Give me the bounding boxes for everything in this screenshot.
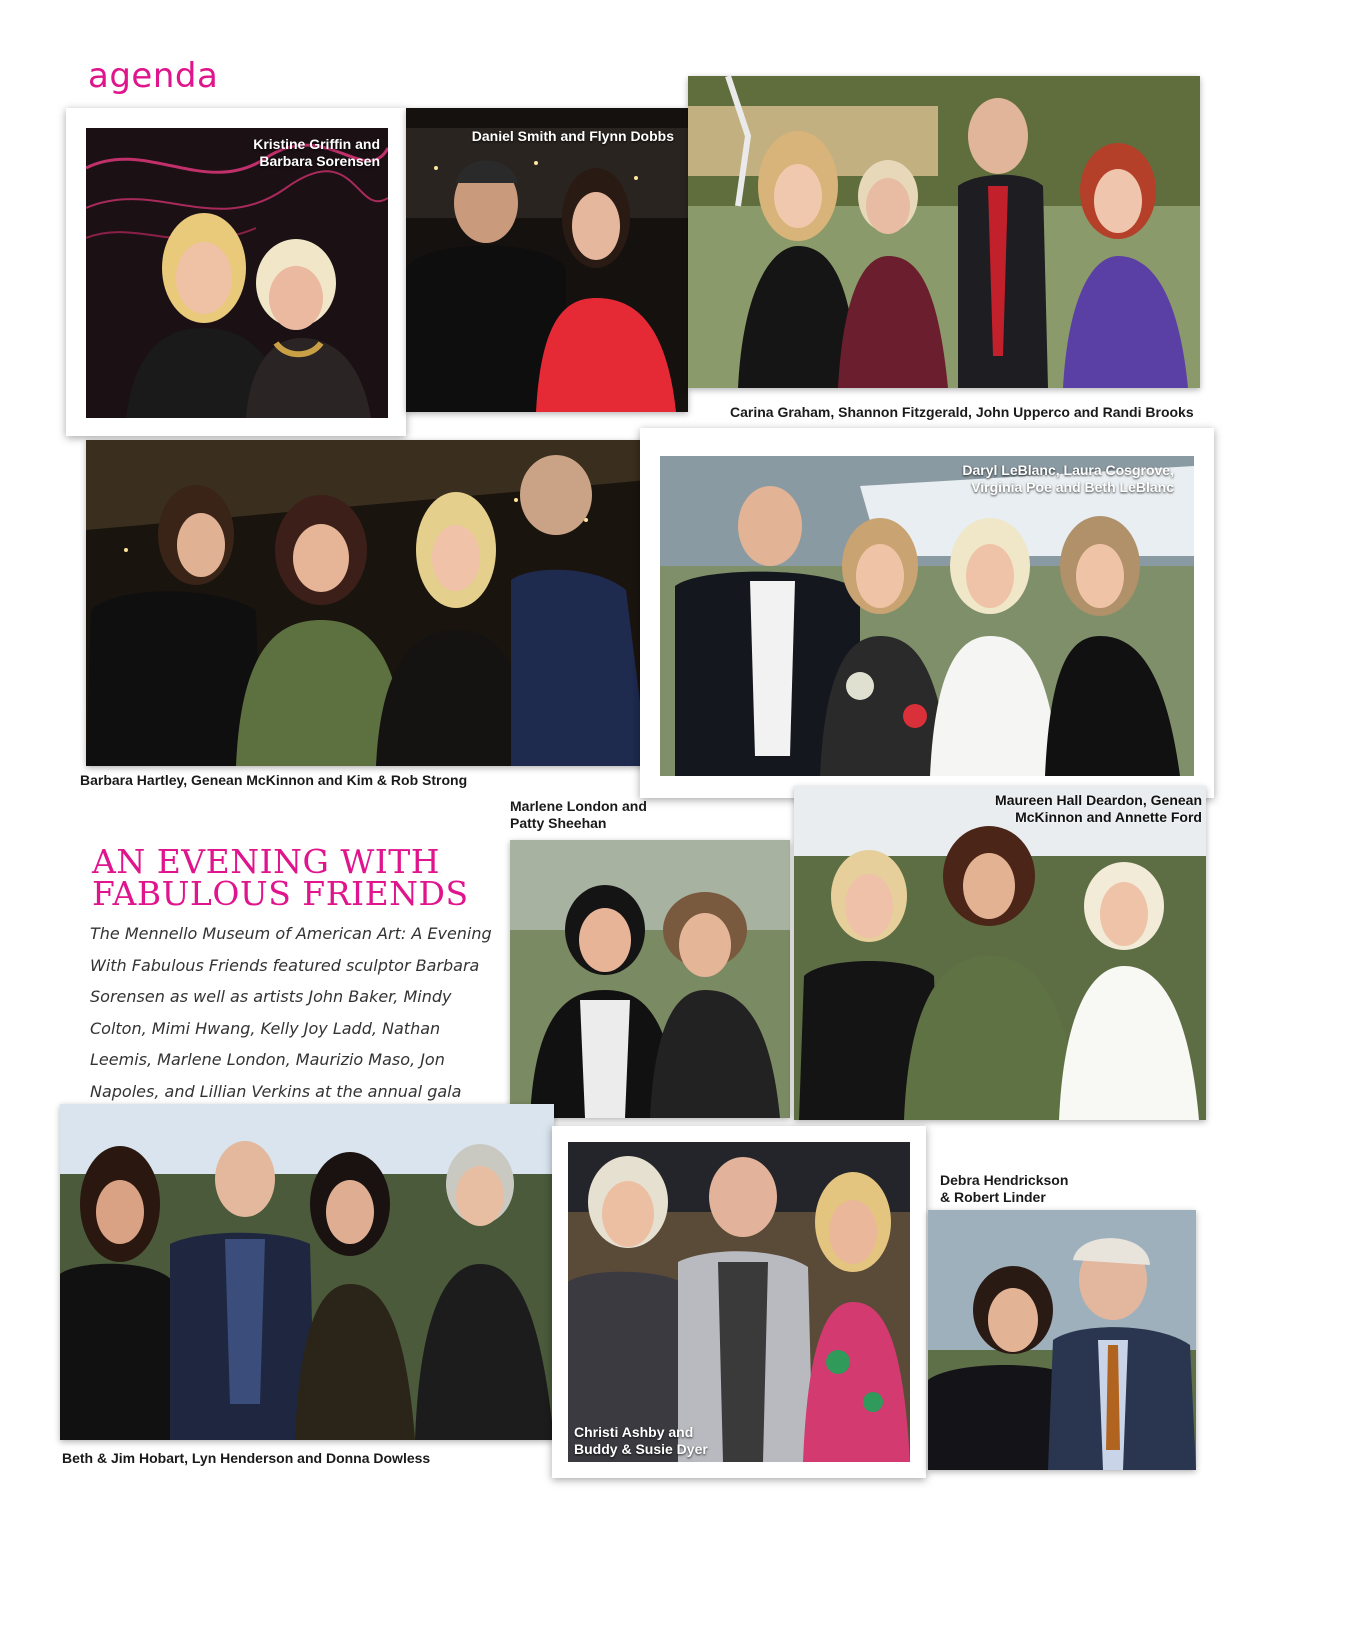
headline-line-2: FABULOUS FRIENDS bbox=[92, 874, 469, 913]
caption-line-1: Maureen Hall Deardon, Genean bbox=[995, 792, 1202, 808]
photo-hendrickson-linder bbox=[928, 1210, 1196, 1470]
caption-line-2: Barbara Sorensen bbox=[259, 153, 380, 169]
photo-london-sheehan bbox=[510, 840, 790, 1118]
caption: Daniel Smith and Flynn Dobbs bbox=[471, 128, 674, 144]
photo-hartley-mckinnon-strong bbox=[86, 440, 648, 766]
caption-line-1: Marlene London and bbox=[510, 798, 647, 814]
caption-line-2: Buddy & Susie Dyer bbox=[574, 1441, 708, 1457]
caption-outside: Beth & Jim Hobart, Lyn Henderson and Donna Dowless bbox=[62, 1450, 431, 1466]
caption-line-2: Patty Sheehan bbox=[510, 815, 607, 831]
photo-smith-dobbs bbox=[406, 108, 688, 412]
photo-frame-griffin-sorensen bbox=[66, 108, 406, 436]
caption-line-2: McKinnon and Annette Ford bbox=[1015, 809, 1202, 825]
caption-line-2: & Robert Linder bbox=[940, 1189, 1046, 1205]
headline-line-1: AN EVENING WITH bbox=[92, 842, 441, 881]
photo-frame-ashby-dyer bbox=[552, 1126, 926, 1478]
caption-outside: Carina Graham, Shannon Fitzgerald, John Upperco and Randi Brooks bbox=[730, 404, 1194, 420]
caption-line-1: Daryl LeBlanc, Laura Cosgrove, bbox=[962, 462, 1174, 478]
caption-line-1: Kristine Griffin and bbox=[253, 136, 380, 152]
photo-deardon-mckinnon-ford bbox=[794, 786, 1206, 1120]
section-label: agenda bbox=[88, 56, 219, 96]
caption-line-1: Debra Hendrickson bbox=[940, 1172, 1069, 1188]
photo-ashby-dyer bbox=[568, 1142, 910, 1462]
article-body: The Mennello Museum of American Art: A Evening With Fabulous Friends featured sculptor Barbara Sorensen as well as artists John Baker, Mindy Colton, Mimi Hwang, Kelly Joy Ladd, Nathan Leemis, Marlene London, Maurizio Maso, Jon Napoles, and Lillian Verkins at the annual gala bbox=[90, 924, 492, 1101]
caption-line-2: Virginia Poe and Beth LeBlanc bbox=[971, 479, 1174, 495]
photo-griffin-sorensen bbox=[86, 128, 388, 418]
photo-graham-fitzgerald-upperco-brooks bbox=[688, 76, 1200, 388]
photo-leblanc-cosgrove-poe bbox=[660, 456, 1194, 776]
photo-frame-leblanc-cosgrove-poe bbox=[640, 428, 1214, 798]
caption-outside: Barbara Hartley, Genean McKinnon and Kim & Rob Strong bbox=[80, 772, 468, 788]
article-headline bbox=[92, 842, 512, 913]
photo-hobart-henderson-dowless bbox=[60, 1104, 554, 1440]
caption-line-1: Christi Ashby and bbox=[574, 1424, 694, 1440]
